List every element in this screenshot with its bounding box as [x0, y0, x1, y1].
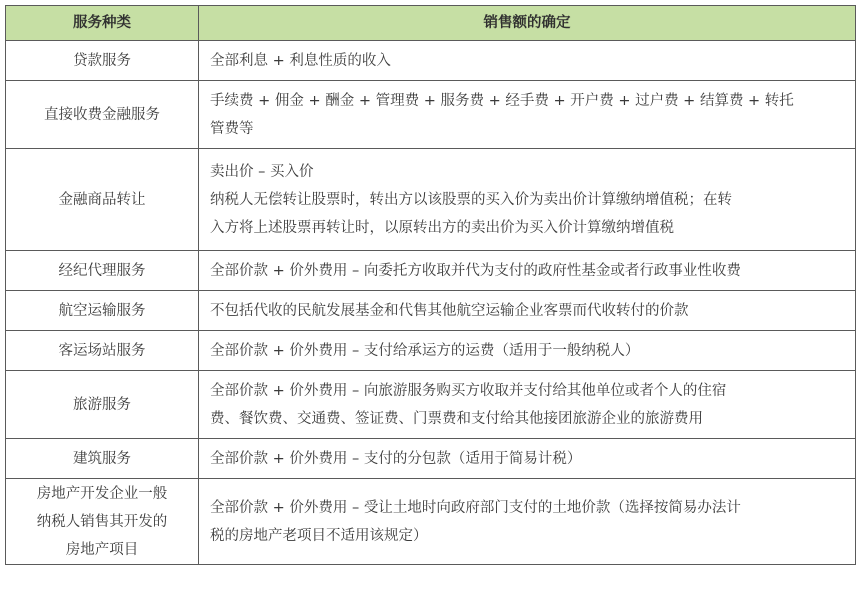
service-type-text: 航空运输服务 [58, 302, 146, 319]
service-type-cell [6, 81, 199, 149]
sales-determination-cell [199, 371, 856, 439]
table-row [6, 149, 856, 251]
service-type-cell [6, 41, 199, 81]
table-row [6, 251, 856, 291]
table-row [6, 479, 856, 565]
sales-determination-cell [199, 251, 856, 291]
sales-determination-text: 纳税人无偿转让股票时，转出方以该股票的买入价为卖出价计算缴纳增值税；在转 [210, 191, 732, 208]
sales-amount-table [5, 5, 856, 565]
sales-determination-text: 全部价款 + 价外费用 – 支付的分包款（适用于简易计税） [210, 450, 582, 467]
sales-determination-text: 管费等 [210, 120, 254, 137]
service-type-text: 金融商品转让 [58, 191, 146, 208]
sales-determination-text: 全部价款 + 价外费用 – 支付给承运方的运费（适用于一般纳税人） [210, 342, 640, 359]
sales-determination-text: 全部价款 + 价外费用 – 向委托方收取并代为支付的政府性基金或者行政事业性收费 [210, 262, 741, 279]
sales-determination-cell [199, 149, 856, 251]
service-type-cell [6, 149, 199, 251]
service-type-text: 旅游服务 [73, 396, 131, 413]
service-type-cell [6, 331, 199, 371]
service-type-cell [6, 479, 199, 565]
header-service-type: 服务种类 [6, 6, 199, 41]
sales-determination-cell [199, 479, 856, 565]
service-type-text: 建筑服务 [73, 450, 131, 467]
service-type-text: 直接收费金融服务 [44, 106, 160, 123]
service-type-text: 房地产开发企业一般 [36, 485, 168, 502]
table-row [6, 41, 856, 81]
sales-determination-text: 入方将上述股票再转让时，以原转出方的卖出价为买入价计算缴纳增值税 [210, 219, 674, 236]
sales-determination-cell [199, 81, 856, 149]
table-row [6, 439, 856, 479]
service-type-text: 经纪代理服务 [58, 262, 146, 279]
sales-determination-cell [199, 439, 856, 479]
sales-determination-text: 费、餐饮费、交通费、签证费、门票费和支付给其他接团旅游企业的旅游费用 [210, 410, 703, 427]
service-type-text: 贷款服务 [73, 52, 131, 69]
sales-determination-text: 不包括代收的民航发展基金和代售其他航空运输企业客票而代收转付的价款 [210, 302, 689, 319]
service-type-cell [6, 251, 199, 291]
table-header-row [6, 6, 856, 41]
service-type-text: 房地产项目 [65, 541, 139, 558]
table-row [6, 81, 856, 149]
service-type-text: 客运场站服务 [58, 342, 146, 359]
sales-determination-text: 全部价款 + 价外费用 – 受让土地时向政府部门支付的土地价款（选择按简易办法计 [210, 499, 741, 516]
service-type-cell [6, 439, 199, 479]
table-row [6, 331, 856, 371]
service-type-cell [6, 371, 199, 439]
table-body [6, 41, 856, 565]
sales-determination-cell [199, 331, 856, 371]
sales-determination-cell [199, 291, 856, 331]
service-type-text: 纳税人销售其开发的 [36, 513, 168, 530]
service-type-cell [6, 291, 199, 331]
header-sales-determination: 销售额的确定 [199, 6, 856, 41]
sales-determination-text: 全部价款 + 价外费用 – 向旅游服务购买方收取并支付给其他单位或者个人的住宿 [210, 382, 727, 399]
sales-determination-cell [199, 41, 856, 81]
sales-determination-text: 全部利息 + 利息性质的收入 [210, 52, 391, 69]
sales-determination-text: 税的房地产老项目不适用该规定） [210, 527, 428, 544]
table-row [6, 371, 856, 439]
table-row [6, 291, 856, 331]
sales-determination-text: 手续费 + 佣金 + 酬金 + 管理费 + 服务费 + 经手费 + 开户费 + 过户费 + 结算费 + 转托 [210, 92, 794, 109]
sales-determination-text: 卖出价 – 买入价 [210, 163, 314, 180]
